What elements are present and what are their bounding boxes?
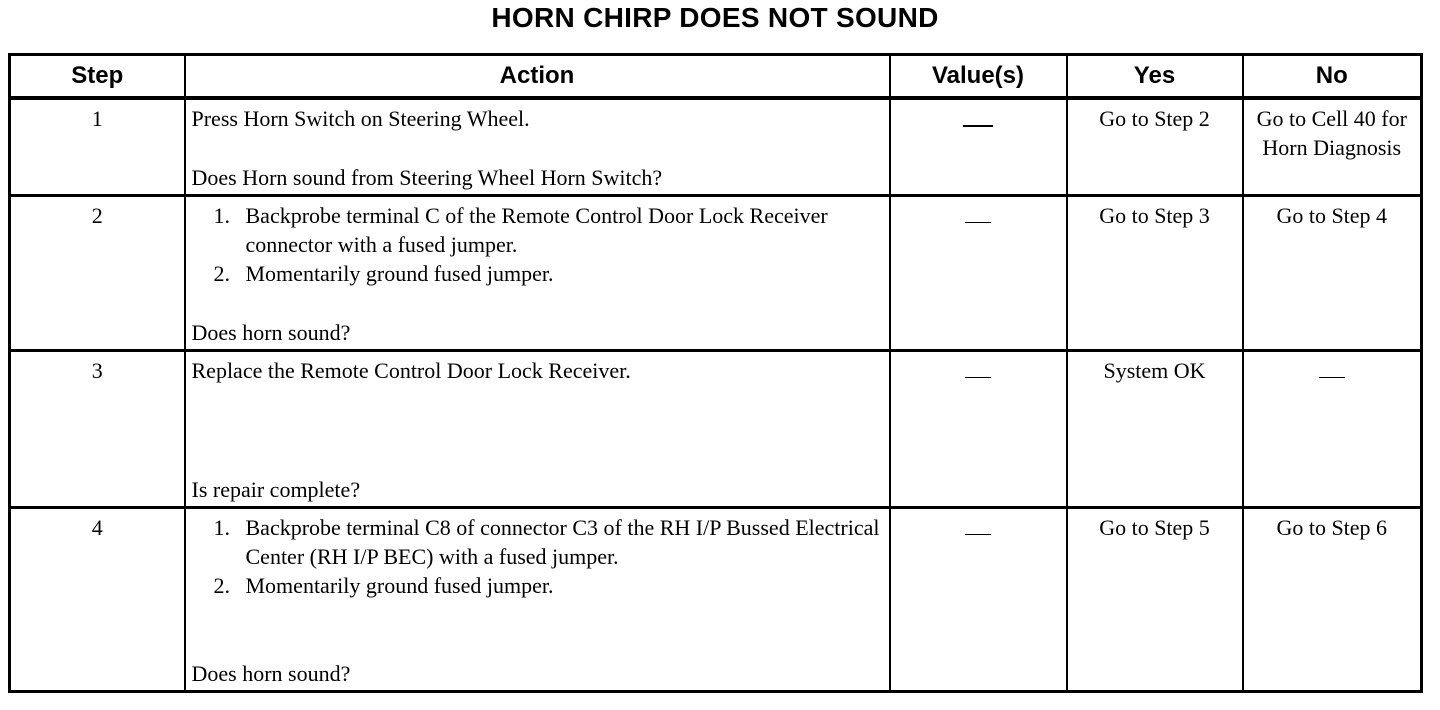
- step-number: 4: [10, 508, 185, 692]
- value-dash: [965, 377, 991, 378]
- header-values: Value(s): [890, 55, 1067, 99]
- action-cell: [185, 196, 890, 351]
- table-row: [10, 508, 1422, 692]
- action-instruction: Press Horn Switch on Steering Wheel.: [191, 106, 530, 131]
- substep-text: Momentarily ground fused jumper.: [245, 573, 554, 598]
- yes-cell: Go to Step 5: [1067, 508, 1243, 692]
- substep-item: [214, 201, 883, 259]
- yes-cell: Go to Step 3: [1067, 196, 1243, 351]
- header-row: [10, 55, 1422, 99]
- step-number: 2: [10, 196, 185, 351]
- value-cell: [890, 351, 1067, 508]
- action-question: Is repair complete?: [191, 477, 361, 502]
- table-row: [10, 98, 1422, 196]
- action-cell: [185, 351, 890, 508]
- table-row: [10, 351, 1422, 508]
- substep-number: 1.: [213, 203, 230, 228]
- no-cell: [1243, 351, 1422, 508]
- action-question: Does horn sound?: [191, 320, 351, 345]
- header-step: Step: [10, 55, 185, 99]
- substep-text: Momentarily ground fused jumper.: [245, 261, 554, 286]
- step-number: 3: [10, 351, 185, 508]
- action-question: Does horn sound?: [191, 661, 351, 686]
- value-cell: [890, 196, 1067, 351]
- yes-cell: System OK: [1067, 351, 1243, 508]
- action-instruction: Replace the Remote Control Door Lock Receiver.: [191, 358, 631, 383]
- yes-cell: Go to Step 2: [1067, 98, 1243, 196]
- value-dash: [965, 222, 991, 223]
- substep-item: [214, 571, 883, 600]
- value-dash: [965, 534, 991, 535]
- substep-text: Backprobe terminal C of the Remote Control Door Lock Receiver connector with a fused jumper.: [245, 203, 828, 257]
- no-cell: Go to Step 6: [1243, 508, 1422, 692]
- table-row: [10, 196, 1422, 351]
- substep-item: [214, 259, 883, 288]
- step-number: 1: [10, 98, 185, 196]
- page-title: HORN CHIRP DOES NOT SOUND: [491, 2, 939, 33]
- action-cell: [185, 98, 890, 196]
- substep-item: [214, 513, 883, 571]
- header-no: No: [1243, 55, 1422, 99]
- substep-list: [192, 513, 883, 600]
- no-cell: Go to Step 4: [1243, 196, 1422, 351]
- header-yes: Yes: [1067, 55, 1243, 99]
- no-cell: Go to Cell 40 for Horn Diagnosis: [1243, 98, 1422, 196]
- diagnostic-table: [8, 53, 1423, 693]
- substep-number: 1.: [213, 515, 230, 540]
- substep-text: Backprobe terminal C8 of connector C3 of the RH I/P Bussed Electrical Center (RH I/P BEC) with a fused jumper.: [245, 515, 880, 569]
- action-question: Does Horn sound from Steering Wheel Horn Switch?: [191, 165, 663, 190]
- substep-list: [192, 201, 883, 288]
- no-dash: [1319, 377, 1345, 378]
- value-cell: [890, 98, 1067, 196]
- substep-number: 2.: [213, 573, 230, 598]
- action-cell: [185, 508, 890, 692]
- substep-number: 2.: [213, 261, 230, 286]
- header-action: Action: [185, 55, 890, 99]
- value-cell: [890, 508, 1067, 692]
- value-dash: [963, 125, 993, 127]
